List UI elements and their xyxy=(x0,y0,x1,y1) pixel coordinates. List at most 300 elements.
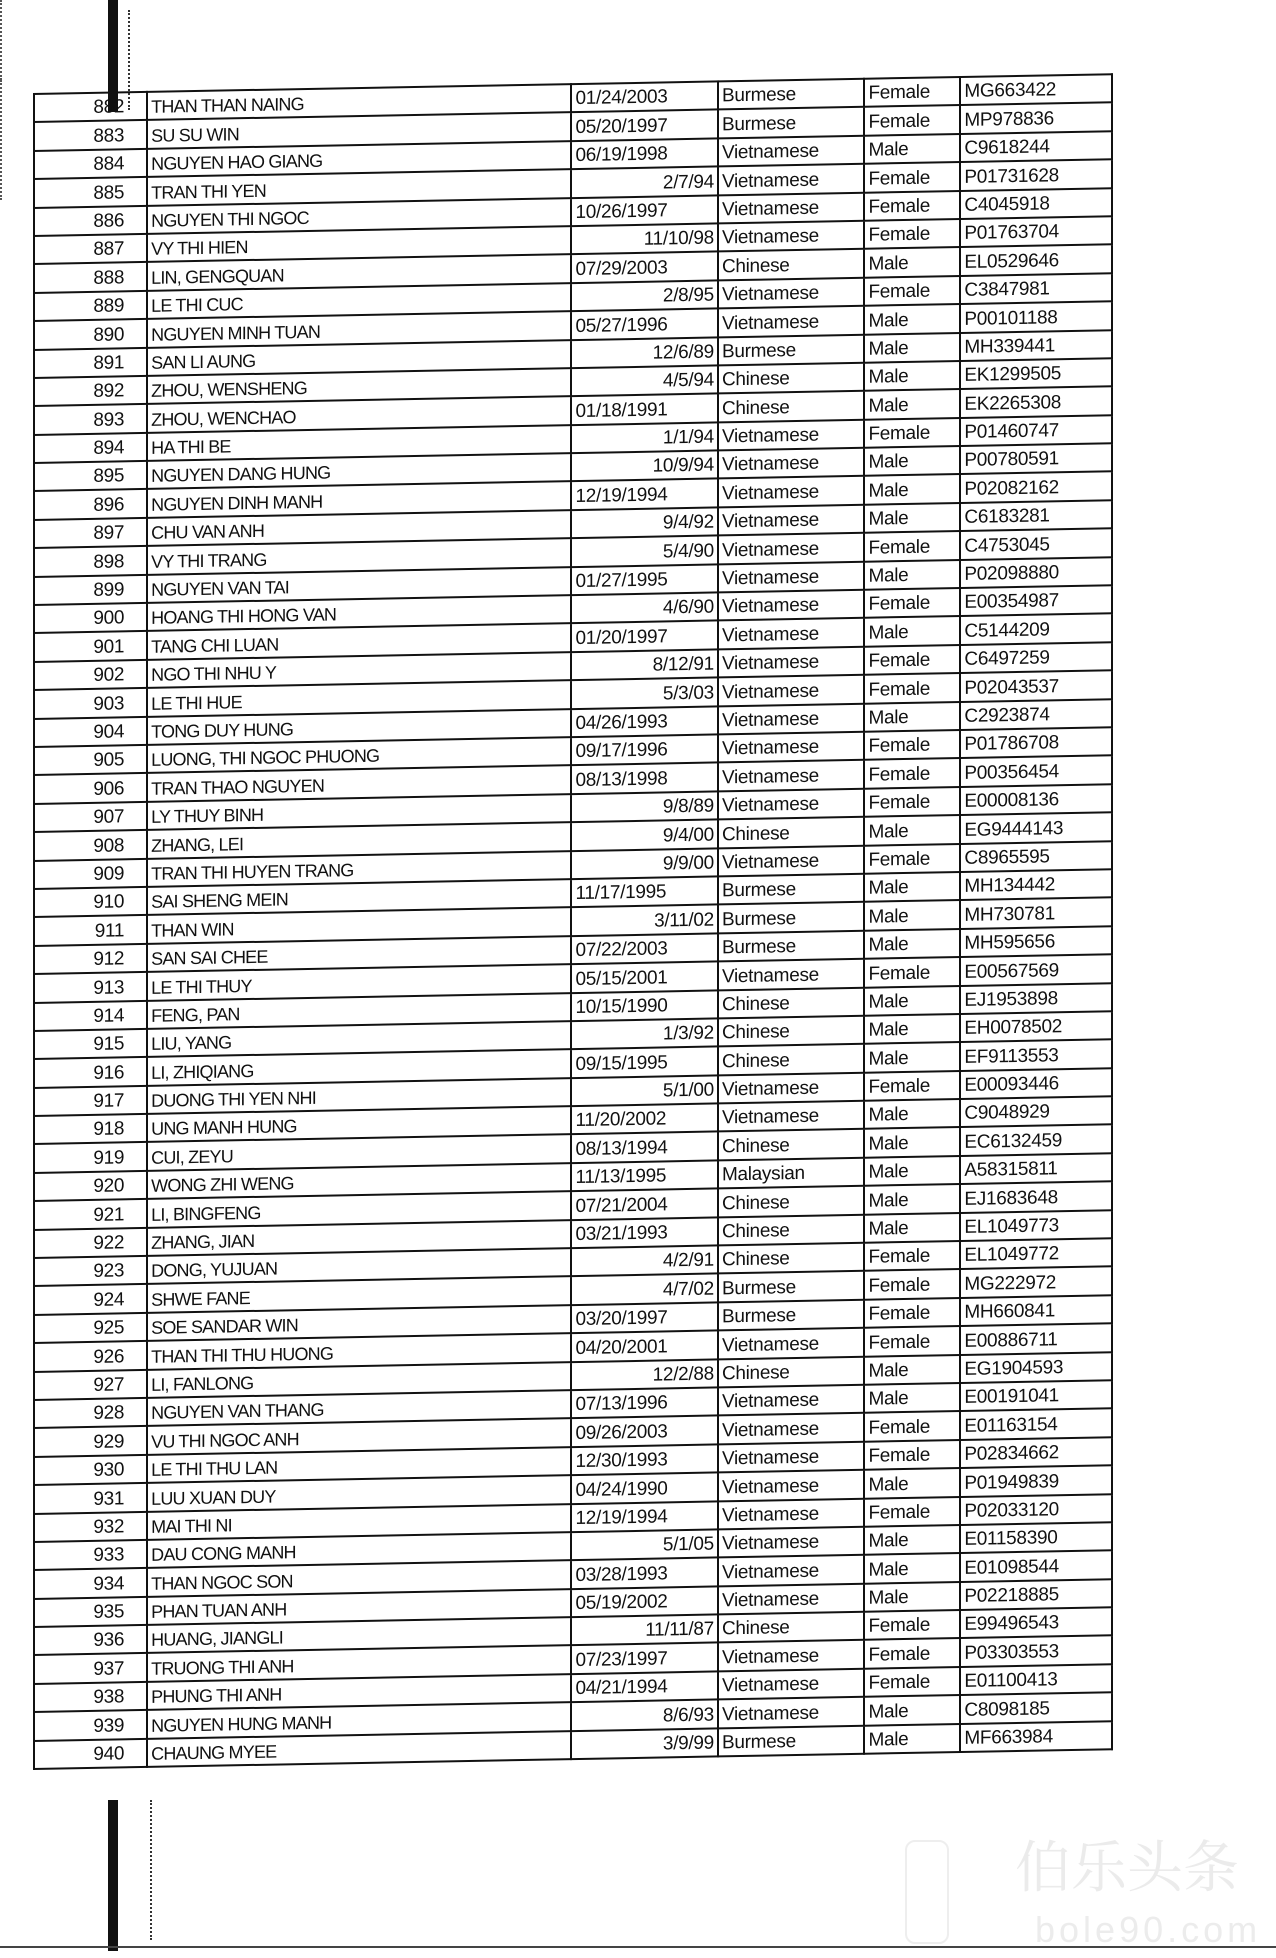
gender-cell: Male xyxy=(864,1582,960,1612)
nationality-cell: Vietnamese xyxy=(718,1101,864,1132)
nationality-cell: Vietnamese xyxy=(718,760,864,791)
row-number-cell: 911 xyxy=(34,915,147,945)
nationality-cell: Vietnamese xyxy=(718,192,864,223)
nationality-cell: Burmese xyxy=(718,107,864,138)
watermark xyxy=(905,1836,1276,1950)
row-number-cell: 913 xyxy=(34,972,147,1002)
row-number-cell: 936 xyxy=(34,1625,147,1655)
date-of-birth-cell: 05/27/1996 xyxy=(571,309,717,340)
row-number-cell: 922 xyxy=(34,1228,147,1258)
passport-number-cell: MH339441 xyxy=(960,330,1112,361)
person-name-cell: THAN THAN NAING xyxy=(147,84,571,120)
passport-number-cell: EF9113553 xyxy=(960,1040,1112,1071)
nationality-cell: Vietnamese xyxy=(718,1498,864,1529)
person-name-cell: CHU VAN ANH xyxy=(147,510,571,546)
nationality-cell: Chinese xyxy=(718,1129,864,1160)
person-name-cell: TANG CHI LUAN xyxy=(147,624,571,660)
person-name-cell: NGUYEN THI NGOC xyxy=(147,198,571,234)
passport-number-cell: P00780591 xyxy=(960,443,1112,474)
person-name-cell: TRAN THI YEN xyxy=(147,169,571,205)
nationality-cell: Burmese xyxy=(718,79,864,110)
date-of-birth-cell: 12/30/1993 xyxy=(571,1444,717,1475)
person-name-cell: THAN THI THU HUONG xyxy=(147,1333,571,1369)
person-name-cell: LI, BINGFENG xyxy=(147,1191,571,1227)
nationality-cell: Chinese xyxy=(718,1612,864,1643)
gender-cell: Male xyxy=(864,1525,960,1555)
row-number-cell: 890 xyxy=(34,319,147,349)
passport-number-cell: E00093446 xyxy=(960,1068,1112,1099)
gender-cell: Female xyxy=(864,730,960,760)
watermark-logo-icon xyxy=(905,1840,949,1944)
person-name-cell: THAN NGOC SON xyxy=(147,1560,571,1596)
row-number-cell: 894 xyxy=(34,433,147,463)
gender-cell: Male xyxy=(864,1695,960,1725)
row-number-cell: 925 xyxy=(34,1313,147,1343)
passport-number-cell: C8098185 xyxy=(960,1692,1112,1723)
nationality-cell: Chinese xyxy=(718,391,864,422)
passport-number-cell: A58315811 xyxy=(960,1153,1112,1184)
row-number-cell: 905 xyxy=(34,745,147,775)
nationality-cell: Vietnamese xyxy=(718,476,864,507)
passport-number-cell: P01949839 xyxy=(960,1465,1112,1496)
row-number-cell: 923 xyxy=(34,1256,147,1286)
row-number-cell: 904 xyxy=(34,717,147,747)
gender-cell: Male xyxy=(864,1355,960,1385)
gender-cell: Male xyxy=(864,1014,960,1044)
row-number-cell: 927 xyxy=(34,1369,147,1399)
person-name-cell: MAI THI NI xyxy=(147,1504,571,1540)
passport-number-cell: EL1049772 xyxy=(960,1238,1112,1269)
gender-cell: Male xyxy=(864,446,960,476)
date-of-birth-cell: 11/13/1995 xyxy=(571,1160,717,1191)
date-of-birth-cell: 4/7/02 xyxy=(571,1274,717,1305)
row-number-cell: 921 xyxy=(34,1199,147,1229)
date-of-birth-cell: 4/2/91 xyxy=(571,1245,717,1276)
gender-cell: Male xyxy=(864,1383,960,1413)
row-number-cell: 910 xyxy=(34,887,147,917)
row-number-cell: 914 xyxy=(34,1000,147,1030)
date-of-birth-cell: 11/20/2002 xyxy=(571,1104,717,1135)
gender-cell: Female xyxy=(864,276,960,306)
gender-cell: Female xyxy=(864,844,960,874)
nationality-cell: Vietnamese xyxy=(718,1072,864,1103)
date-of-birth-cell: 2/7/94 xyxy=(571,167,717,198)
gender-cell: Female xyxy=(864,1667,960,1697)
date-of-birth-cell: 07/22/2003 xyxy=(571,933,717,964)
scan-artifact-bottom xyxy=(150,1800,155,1940)
person-name-cell: LE THI THU LAN xyxy=(147,1447,571,1483)
passport-number-cell: MH730781 xyxy=(960,898,1112,929)
date-of-birth-cell: 9/4/00 xyxy=(571,820,717,851)
gender-cell: Female xyxy=(864,1326,960,1356)
date-of-birth-cell: 07/29/2003 xyxy=(571,252,717,283)
row-number-cell: 940 xyxy=(34,1739,147,1769)
person-name-cell: LIN, GENGQUAN xyxy=(147,254,571,290)
date-of-birth-cell: 08/13/1998 xyxy=(571,763,717,794)
date-of-birth-cell: 04/24/1990 xyxy=(571,1473,717,1504)
person-name-cell: NGO THI NHU Y xyxy=(147,652,571,688)
gender-cell: Male xyxy=(864,815,960,845)
row-number-cell: 886 xyxy=(34,205,147,235)
gender-cell: Male xyxy=(864,304,960,334)
passport-number-cell: C3847981 xyxy=(960,273,1112,304)
nationality-cell: Vietnamese xyxy=(718,703,864,734)
gender-cell: Male xyxy=(864,1213,960,1243)
gender-cell: Male xyxy=(864,1042,960,1072)
person-name-cell: SAI SHENG MEIN xyxy=(147,879,571,915)
gender-cell: Male xyxy=(864,134,960,164)
row-number-cell: 893 xyxy=(34,404,147,434)
person-name-cell: PHAN TUAN ANH xyxy=(147,1589,571,1625)
watermark-text: 伯乐头条 xyxy=(1015,1836,1239,1899)
gender-cell: Female xyxy=(864,191,960,221)
person-name-cell: WONG ZHI WENG xyxy=(147,1163,571,1199)
person-name-cell: LE THI CUC xyxy=(147,283,571,319)
date-of-birth-cell: 07/13/1996 xyxy=(571,1387,717,1418)
person-name-cell: NGUYEN VAN TAI xyxy=(147,567,571,603)
passport-number-cell: EC6132459 xyxy=(960,1125,1112,1156)
nationality-cell: Burmese xyxy=(718,334,864,365)
nationality-cell: Chinese xyxy=(718,987,864,1018)
nationality-cell: Vietnamese xyxy=(718,1413,864,1444)
passport-number-cell: P01460747 xyxy=(960,415,1112,446)
date-of-birth-cell: 10/9/94 xyxy=(571,451,717,482)
nationality-cell: Vietnamese xyxy=(718,618,864,649)
passport-number-cell: EK2265308 xyxy=(960,387,1112,418)
gender-cell: Male xyxy=(864,702,960,732)
date-of-birth-cell: 06/19/1998 xyxy=(571,138,717,169)
nationality-cell: Vietnamese xyxy=(718,221,864,252)
passport-number-cell: P02218885 xyxy=(960,1579,1112,1610)
row-number-cell: 896 xyxy=(34,489,147,519)
gender-cell: Female xyxy=(864,77,960,107)
row-number-cell: 900 xyxy=(34,603,147,633)
gender-cell: Male xyxy=(864,560,960,590)
gender-cell: Male xyxy=(864,1156,960,1186)
gender-cell: Female xyxy=(864,1071,960,1101)
gender-cell: Male xyxy=(864,361,960,391)
passport-number-cell: EG1904593 xyxy=(960,1352,1112,1383)
date-of-birth-cell: 12/19/1994 xyxy=(571,1501,717,1532)
date-of-birth-cell: 09/26/2003 xyxy=(571,1416,717,1447)
date-of-birth-cell: 3/11/02 xyxy=(571,905,717,936)
nationality-cell: Burmese xyxy=(718,930,864,961)
gender-cell: Female xyxy=(864,787,960,817)
nationality-cell: Chinese xyxy=(718,1186,864,1217)
date-of-birth-cell: 04/20/2001 xyxy=(571,1331,717,1362)
roster-table xyxy=(33,73,1113,1770)
date-of-birth-cell: 4/6/90 xyxy=(571,592,717,623)
nationality-cell: Vietnamese xyxy=(718,1527,864,1558)
person-name-cell: NGUYEN DINH MANH xyxy=(147,482,571,518)
watermark-url: bole90.com xyxy=(1035,1909,1262,1950)
row-number-cell: 897 xyxy=(34,518,147,548)
row-number-cell: 883 xyxy=(34,120,147,150)
scan-fold-top xyxy=(0,0,3,80)
date-of-birth-cell: 4/5/94 xyxy=(571,365,717,396)
row-number-cell: 920 xyxy=(34,1171,147,1201)
gender-cell: Male xyxy=(864,503,960,533)
date-of-birth-cell: 1/3/92 xyxy=(571,1018,717,1049)
nationality-cell: Malaysian xyxy=(718,1158,864,1189)
gender-cell: Female xyxy=(864,105,960,135)
row-number-cell: 937 xyxy=(34,1653,147,1683)
person-name-cell: ZHOU, WENCHAO xyxy=(147,396,571,432)
gender-cell: Female xyxy=(864,531,960,561)
gender-cell: Female xyxy=(864,418,960,448)
passport-number-cell: P00356454 xyxy=(960,756,1112,787)
person-name-cell: ZHOU, WENSHENG xyxy=(147,368,571,404)
date-of-birth-cell: 03/20/1997 xyxy=(571,1302,717,1333)
nationality-cell: Vietnamese xyxy=(718,732,864,763)
passport-number-cell: P02033120 xyxy=(960,1494,1112,1525)
date-of-birth-cell: 01/18/1991 xyxy=(571,394,717,425)
passport-number-cell: E00354987 xyxy=(960,585,1112,616)
row-number-cell: 885 xyxy=(34,177,147,207)
row-number-cell: 935 xyxy=(34,1597,147,1627)
person-name-cell: HA THI BE xyxy=(147,425,571,461)
person-name-cell: SOE SANDAR WIN xyxy=(147,1305,571,1341)
date-of-birth-cell: 05/15/2001 xyxy=(571,962,717,993)
binder-strip-bottom xyxy=(108,1800,118,1951)
person-name-cell: VY THI TRANG xyxy=(147,538,571,574)
gender-cell: Male xyxy=(864,474,960,504)
gender-cell: Male xyxy=(864,872,960,902)
date-of-birth-cell: 05/20/1997 xyxy=(571,110,717,141)
row-number-cell: 907 xyxy=(34,802,147,832)
roster-table-wrapper xyxy=(33,73,1113,1770)
person-name-cell: DONG, YUJUAN xyxy=(147,1248,571,1284)
passport-number-cell: E01100413 xyxy=(960,1664,1112,1695)
row-number-cell: 912 xyxy=(34,944,147,974)
gender-cell: Male xyxy=(864,389,960,419)
row-number-cell: 917 xyxy=(34,1086,147,1116)
gender-cell: Male xyxy=(864,616,960,646)
gender-cell: Female xyxy=(864,588,960,618)
date-of-birth-cell: 05/19/2002 xyxy=(571,1586,717,1617)
roster-table-body xyxy=(34,74,1112,1769)
row-number-cell: 889 xyxy=(34,291,147,321)
passport-number-cell: EH0078502 xyxy=(960,1011,1112,1042)
gender-cell: Male xyxy=(864,333,960,363)
row-number-cell: 926 xyxy=(34,1341,147,1371)
row-number-cell: 918 xyxy=(34,1114,147,1144)
gender-cell: Female xyxy=(864,1610,960,1640)
nationality-cell: Vietnamese xyxy=(718,136,864,167)
nationality-cell: Vietnamese xyxy=(718,561,864,592)
gender-cell: Female xyxy=(864,758,960,788)
row-number-cell: 899 xyxy=(34,575,147,605)
gender-cell: Male xyxy=(864,1724,960,1754)
row-number-cell: 916 xyxy=(34,1057,147,1087)
person-name-cell: CUI, ZEYU xyxy=(147,1135,571,1171)
gender-cell: Male xyxy=(864,1127,960,1157)
date-of-birth-cell: 09/17/1996 xyxy=(571,734,717,765)
nationality-cell: Burmese xyxy=(718,1725,864,1756)
nationality-cell: Vietnamese xyxy=(718,1583,864,1614)
passport-number-cell: E01098544 xyxy=(960,1551,1112,1582)
date-of-birth-cell: 11/11/87 xyxy=(571,1615,717,1646)
row-number-cell: 906 xyxy=(34,773,147,803)
nationality-cell: Burmese xyxy=(718,902,864,933)
nationality-cell: Chinese xyxy=(718,1243,864,1274)
nationality-cell: Vietnamese xyxy=(718,845,864,876)
date-of-birth-cell: 03/28/1993 xyxy=(571,1558,717,1589)
passport-number-cell: EL0529646 xyxy=(960,245,1112,276)
scan-fold-bottom xyxy=(0,80,3,200)
nationality-cell: Vietnamese xyxy=(718,1328,864,1359)
person-name-cell: PHUNG THI ANH xyxy=(147,1674,571,1710)
passport-number-cell: C4753045 xyxy=(960,528,1112,559)
passport-number-cell: P01731628 xyxy=(960,159,1112,190)
row-number-cell: 934 xyxy=(34,1568,147,1598)
date-of-birth-cell: 11/10/98 xyxy=(571,223,717,254)
row-number-cell: 924 xyxy=(34,1284,147,1314)
passport-number-cell: P02098880 xyxy=(960,557,1112,588)
date-of-birth-cell: 04/21/1994 xyxy=(571,1671,717,1702)
passport-number-cell: P00101188 xyxy=(960,301,1112,332)
gender-cell: Female xyxy=(864,1497,960,1527)
gender-cell: Female xyxy=(864,957,960,987)
person-name-cell: ZHANG, JIAN xyxy=(147,1220,571,1256)
person-name-cell: FENG, PAN xyxy=(147,993,571,1029)
nationality-cell: Vietnamese xyxy=(718,675,864,706)
date-of-birth-cell: 10/15/1990 xyxy=(571,990,717,1021)
row-number-cell: 891 xyxy=(34,347,147,377)
nationality-cell: Chinese xyxy=(718,1044,864,1075)
row-number-cell: 892 xyxy=(34,376,147,406)
passport-number-cell: E99496543 xyxy=(960,1607,1112,1638)
person-name-cell: LE THI THUY xyxy=(147,964,571,1000)
gender-cell: Female xyxy=(864,1440,960,1470)
nationality-cell: Vietnamese xyxy=(718,789,864,820)
row-number-cell: 895 xyxy=(34,461,147,491)
nationality-cell: Chinese xyxy=(718,363,864,394)
date-of-birth-cell: 9/8/89 xyxy=(571,791,717,822)
passport-number-cell: C9618244 xyxy=(960,131,1112,162)
nationality-cell: Vietnamese xyxy=(718,1669,864,1700)
person-name-cell: LI, FANLONG xyxy=(147,1362,571,1398)
gender-cell: Female xyxy=(864,162,960,192)
person-name-cell: SAN SAI CHEE xyxy=(147,936,571,972)
nationality-cell: Burmese xyxy=(718,874,864,905)
row-number-cell: 929 xyxy=(34,1426,147,1456)
row-number-cell: 888 xyxy=(34,262,147,292)
passport-number-cell: C6497259 xyxy=(960,642,1112,673)
person-name-cell: VY THI HIEN xyxy=(147,226,571,262)
nationality-cell: Vietnamese xyxy=(718,1555,864,1586)
date-of-birth-cell: 12/2/88 xyxy=(571,1359,717,1390)
row-number-cell: 933 xyxy=(34,1540,147,1570)
nationality-cell: Vietnamese xyxy=(718,419,864,450)
nationality-cell: Vietnamese xyxy=(718,306,864,337)
person-name-cell: TONG DUY HUNG xyxy=(147,709,571,745)
passport-number-cell: E00567569 xyxy=(960,954,1112,985)
nationality-cell: Vietnamese xyxy=(718,1470,864,1501)
passport-number-cell: EL1049773 xyxy=(960,1210,1112,1241)
row-number-cell: 939 xyxy=(34,1710,147,1740)
nationality-cell: Burmese xyxy=(718,1271,864,1302)
person-name-cell: UNG MANH HUNG xyxy=(147,1106,571,1142)
nationality-cell: Vietnamese xyxy=(718,590,864,621)
passport-number-cell: MH134442 xyxy=(960,869,1112,900)
row-number-cell: 887 xyxy=(34,234,147,264)
nationality-cell: Chinese xyxy=(718,1214,864,1245)
row-number-cell: 898 xyxy=(34,546,147,576)
date-of-birth-cell: 5/1/05 xyxy=(571,1529,717,1560)
date-of-birth-cell: 8/12/91 xyxy=(571,649,717,680)
nationality-cell: Vietnamese xyxy=(718,277,864,308)
passport-number-cell: C4045918 xyxy=(960,188,1112,219)
person-name-cell: LIU, YANG xyxy=(147,1021,571,1057)
nationality-cell: Vietnamese xyxy=(718,1640,864,1671)
gender-cell: Male xyxy=(864,1553,960,1583)
row-number-cell: 884 xyxy=(34,149,147,179)
row-number-cell: 932 xyxy=(34,1511,147,1541)
date-of-birth-cell: 04/26/1993 xyxy=(571,706,717,737)
nationality-cell: Vietnamese xyxy=(718,533,864,564)
person-name-cell: HUANG, JIANGLI xyxy=(147,1617,571,1653)
passport-number-cell: MP978836 xyxy=(960,103,1112,134)
date-of-birth-cell: 5/4/90 xyxy=(571,536,717,567)
person-name-cell: VU THI NGOC ANH xyxy=(147,1418,571,1454)
nationality-cell: Vietnamese xyxy=(718,1385,864,1416)
gender-cell: Female xyxy=(864,1241,960,1271)
row-number-cell: 882 xyxy=(34,92,147,122)
nationality-cell: Chinese xyxy=(718,249,864,280)
date-of-birth-cell: 5/3/03 xyxy=(571,678,717,709)
nationality-cell: Vietnamese xyxy=(718,959,864,990)
passport-number-cell: P01786708 xyxy=(960,727,1112,758)
date-of-birth-cell: 08/13/1994 xyxy=(571,1132,717,1163)
gender-cell: Male xyxy=(864,900,960,930)
date-of-birth-cell: 07/21/2004 xyxy=(571,1189,717,1220)
passport-number-cell: E00886711 xyxy=(960,1323,1112,1354)
person-name-cell: SHWE FANE xyxy=(147,1277,571,1313)
nationality-cell: Vietnamese xyxy=(718,448,864,479)
row-number-cell: 903 xyxy=(34,688,147,718)
person-name-cell: LI, ZHIQIANG xyxy=(147,1049,571,1085)
passport-number-cell: E01158390 xyxy=(960,1522,1112,1553)
nationality-cell: Burmese xyxy=(718,1300,864,1331)
passport-number-cell: P02834662 xyxy=(960,1437,1112,1468)
passport-number-cell: E00008136 xyxy=(960,784,1112,815)
date-of-birth-cell: 09/15/1995 xyxy=(571,1047,717,1078)
nationality-cell: Vietnamese xyxy=(718,647,864,678)
row-number-cell: 915 xyxy=(34,1029,147,1059)
person-name-cell: NGUYEN DANG HUNG xyxy=(147,453,571,489)
nationality-cell: Vietnamese xyxy=(718,505,864,536)
passport-number-cell: C2923874 xyxy=(960,699,1112,730)
nationality-cell: Chinese xyxy=(718,817,864,848)
person-name-cell: NGUYEN HUNG MANH xyxy=(147,1702,571,1738)
row-number-cell: 919 xyxy=(34,1142,147,1172)
passport-number-cell: C6183281 xyxy=(960,500,1112,531)
passport-number-cell: EG9444143 xyxy=(960,812,1112,843)
person-name-cell: HOANG THI HONG VAN xyxy=(147,595,571,631)
date-of-birth-cell: 5/1/00 xyxy=(571,1075,717,1106)
date-of-birth-cell: 10/26/1997 xyxy=(571,195,717,226)
passport-number-cell: MF663984 xyxy=(960,1721,1112,1752)
nationality-cell: Vietnamese xyxy=(718,164,864,195)
date-of-birth-cell: 8/6/93 xyxy=(571,1700,717,1731)
gender-cell: Male xyxy=(864,1099,960,1129)
date-of-birth-cell: 9/9/00 xyxy=(571,848,717,879)
person-name-cell: LUONG, THI NGOC PHUONG xyxy=(147,737,571,773)
gender-cell: Female xyxy=(864,1411,960,1441)
gender-cell: Male xyxy=(864,1184,960,1214)
gender-cell: Female xyxy=(864,219,960,249)
